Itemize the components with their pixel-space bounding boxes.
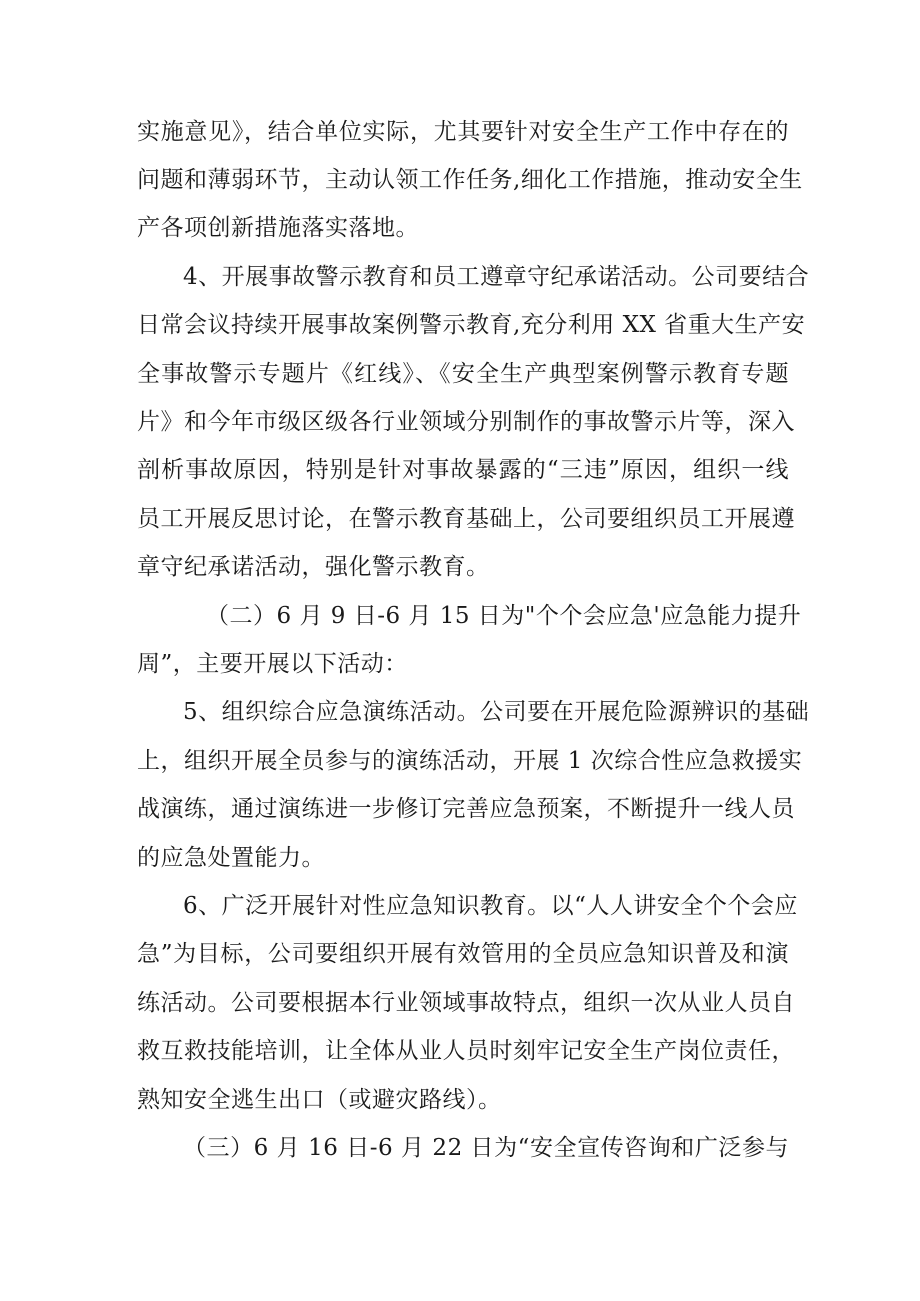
text-line: 的应急处置能力。 — [137, 845, 325, 871]
text-line: 周”，主要开展以下活动： — [137, 651, 408, 677]
text-line: 救互救技能培训，让全体从业人员时刻牢记安全生产岗位责任， — [137, 1038, 795, 1064]
text-line: 问题和薄弱环节，主动认领工作任务,细化工作措施，推动安全生 — [137, 167, 803, 193]
text-line: 日常会议持续开展事故案例警示教育,充分利用 XX 省重大生产安 — [137, 312, 806, 338]
text-line: 剖析事故原因，特别是针对事故暴露的“三违”原因，组织一线 — [137, 457, 789, 483]
text-line: 6、广泛开展针对性应急知识教育。以“人人讲安全个个会应 — [183, 893, 798, 919]
text-line: 片》和今年市级区级各行业领域分别制作的事故警示片等，深入 — [137, 409, 795, 435]
text-line: 练活动。公司要根据本行业领域事故特点，组织一次从业人员自 — [137, 990, 795, 1016]
text-line: 实施意见》，结合单位实际，尤其要针对安全生产工作中存在的 — [137, 119, 789, 145]
text-line: 熟知安全逃生出口（或避灾路线）。 — [137, 1087, 502, 1113]
text-line: 产各项创新措施落实落地。 — [137, 215, 419, 241]
section-heading: （二）6 月 9 日-6 月 15 日为"个个会应急'应急能力提升 — [206, 603, 802, 629]
section-heading: （三）6 月 16 日-6 月 22 日为“安全宣传咨询和广泛参与 — [183, 1135, 789, 1161]
text-line: 章守纪承诺活动，强化警示教育。 — [137, 554, 490, 580]
text-line: 4、开展事故警示教育和员工遵章守纪承诺活动。公司要结合 — [183, 264, 810, 290]
text-line: 员工开展反思讨论，在警示教育基础上，公司要组织员工开展遵 — [137, 506, 795, 532]
text-line: 5、组织综合应急演练活动。公司要在开展危险源辨识的基础 — [183, 699, 810, 725]
text-line: 战演练，通过演练进一步修订完善应急预案，不断提升一线人员 — [137, 796, 795, 822]
text-line: 急”为目标，公司要组织开展有效管用的全员应急知识普及和演 — [137, 941, 789, 967]
text-line: 上，组织开展全员参与的演练活动，开展 1 次综合性应急救援实 — [137, 748, 803, 774]
text-line: 全事故警示专题片《红线》、《安全生产典型案例警示教育专题 — [137, 361, 789, 387]
